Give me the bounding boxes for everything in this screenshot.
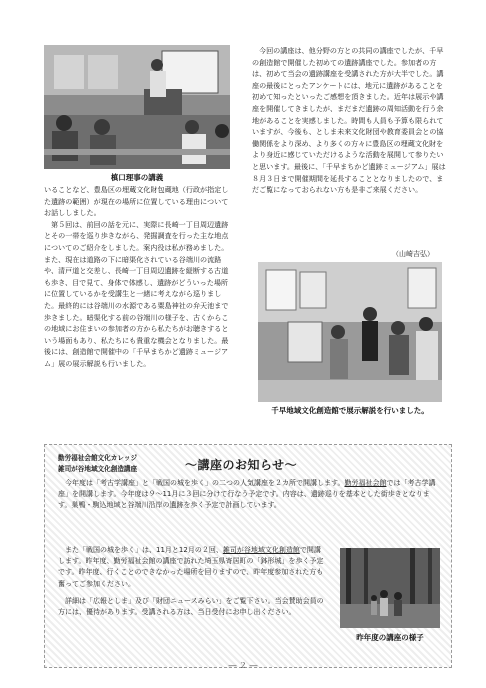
last-year-photo-caption: 昨年度の講座の様子: [356, 633, 424, 642]
notice-venue-zoshigaya: 雑司が谷地域文化創造館: [222, 546, 300, 554]
right-column-text: [252, 45, 448, 196]
notice-p1-text-b: では「考古学講座」を開講します。今年度は９～11月に３回に分けて行なう予定です。内容は、遺跡巡りを基本とした街歩きとなります。巣鴨・駒込地域と谷端川沿岸の遺跡を歩く予定で計画しています。: [58, 479, 436, 510]
lecture-photo-caption: 槙口理事の講義: [110, 173, 164, 182]
notice-text-lower: [58, 545, 326, 624]
author-signature: （山崎吉弘）: [392, 250, 434, 258]
organizer-line-1: 勤労福祉会館文化カレッジ: [58, 454, 138, 462]
last-year-course-photo: [340, 548, 440, 628]
left-paragraph-1: いることなど、豊島区の埋蔵文化財包蔵地（行政が指定した遺跡の範囲）が現在の場所に位置している理由についてお話ししました。: [44, 185, 229, 218]
notice-title: ～講座のお知らせ～: [185, 458, 298, 472]
notice-p1-text-a: 今年度は「考古学講座」と「戦国の城を歩く」の二つの人気講座を２カ所で開講します。: [65, 479, 345, 487]
notice-paragraph-2: [58, 545, 326, 590]
organizer-line-2: 雑司が谷地域文化創造講座: [58, 465, 138, 473]
exhibition-photo: [258, 262, 442, 402]
left-column-text: [44, 184, 234, 370]
notice-text-upper: [58, 478, 442, 518]
notice-p2-text-a: また「戦国の城を歩く」は、11月と12月の２回、: [65, 546, 223, 554]
notice-p2-text-b: で開講します。昨年度、勤労福祉会館の講座で訪れた埼玉県寄居町の「鉢形城」を歩く予定です。昨年度、行くことのできなかった場所を回りますので、昨年度参加された方も奮ってご参加ください。: [58, 546, 324, 588]
page-number: ― ２ ―: [228, 661, 258, 670]
notice-venue-kinrou: 勤労福祉会館: [344, 479, 387, 487]
notice-paragraph-3: 詳細は「広報としま」及び「財団ニュースみらい」をご覧下さい。当会賛助会員の方には、優待があります。受講される方は、当日受付にお申し出ください。: [58, 596, 324, 617]
left-paragraph-2: 第５回は、前回の話を元に、実際に長崎一丁目周辺遺跡とその一帯を巡り歩きながら、発掘調査を行った主な地点についてのご紹介をしました。案内役は私が務めました。また、現在は道路の下に暗渠化されている谷端川の流路や、清戸道と交差し、長崎一丁目周辺遺跡を縦断する古道も歩き、目で見て、身体で体感し、遺跡がどういった場所に位置しているかを受講生と一緒に考えながら巡りました。最終的には谷端川の水源である粟島神社の弁天池まで歩きました。暗渠化する前の谷端川の様子を、古くからこの地域にお住まいの参加者の方から私たちがお聴きするという場面もあり、私たちにも貴重な機会となりました。最後には、創造館で開催中の「千早まちかど遺跡ミュージアム」展の展示解説も行いました。: [44, 219, 229, 368]
lecture-photo: [44, 45, 230, 169]
right-paragraph-1: 今回の講座は、他分野の方との共同の講座でしたが、千早の創造館で開催した初めての遺跡講座でした。参加者の方は、初めて当会の遺跡講座を受講された方が大半でした。講座の最後にとったアンケートには、地元に遺跡があることを初めて知ったといったご感想を頂きました。近年は展示や講座を開催してきましたが、まだまだ遺跡の周知活動を行う余地があることを実感しました。時間も人員も予算も限られていますが、今後も、としま未来文化財団や教育委員会との協働関係をより深め、より多くの方々に豊島区の埋蔵文化財をより身近に感じていただけるような活動を展開して参りたいと思います。最後に、「千早まちかど遺跡ミュージアム」展は８月３日まで開催期間を延長することとなりましたので、まだご覧になっておられない方も是非ご来展ください。: [252, 46, 446, 195]
exhibition-photo-caption: 千早地域文化創造館で展示解説を行いました。: [271, 406, 429, 415]
notice-paragraph-1: [58, 478, 442, 512]
